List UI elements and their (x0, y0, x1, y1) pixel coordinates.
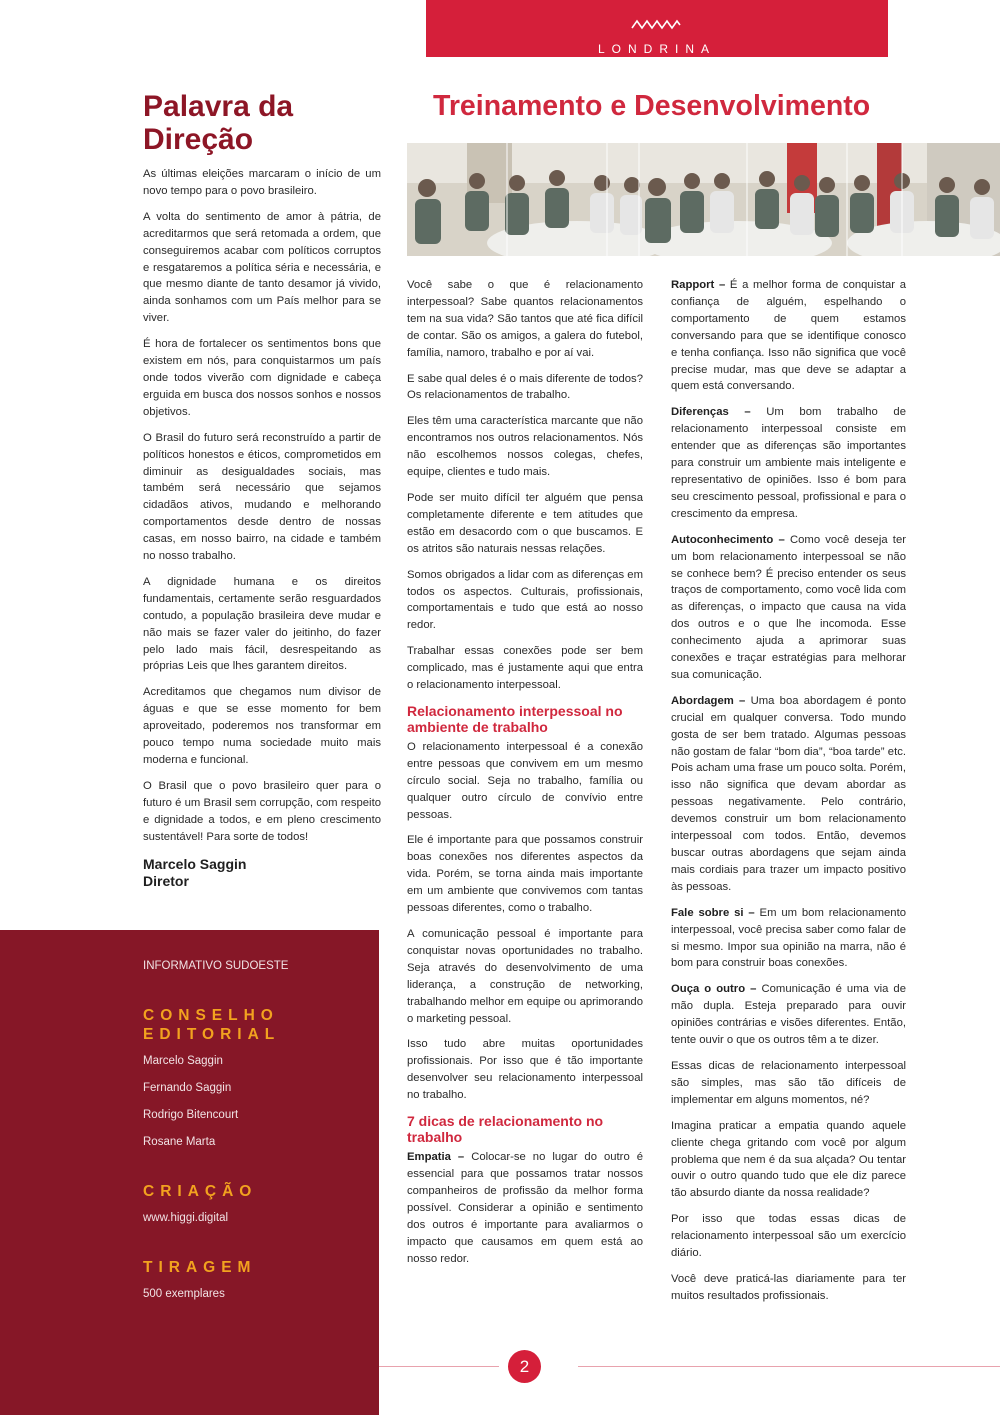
criacao-heading: CRIAÇÃO (143, 1183, 258, 1200)
article-column-1 (407, 277, 643, 1276)
article-paragraph: Ele é importante para que possamos construir boas conexões nos diferentes aspectos da vida. Porém, se torna ainda mais importante em um ambiente que convivemos com tantas pessoas diferentes, como o trabalho. (407, 834, 643, 915)
subheading-relacionamento: Relacionamento interpessoal no ambiente de trabalho (407, 702, 623, 735)
palavra-section (143, 90, 381, 890)
waves-icon (631, 18, 681, 32)
tip-paragraph (671, 905, 906, 973)
tiragem-heading: TIRAGEM (143, 1259, 257, 1276)
article-paragraph: Você sabe o que é relacionamento interpessoal? Sabe quantos relacionamentos tem na sua vida? São tantos que até fica difícil de contar. São os amigos, a galera do futebol, família, namoro, trabalho e por aí vai. (407, 279, 643, 359)
palavra-paragraph: As últimas eleições marcaram o início de um novo tempo para o povo brasileiro. (143, 168, 381, 197)
article-paragraph: Isso tudo abre muitas oportunidades profissionais. Por isso que é tão importante desenvolver seu relacionamento interpessoal no trabalho. (407, 1038, 643, 1102)
palavra-title: Palavra da Direção (143, 90, 294, 156)
tiragem-value: 500 exemplares (143, 1288, 225, 1300)
palavra-paragraph: A dignidade humana e os direitos fundamentais, certamente serão resguardados contudo, a população brasileira deve mudar e não mais se fazer valer do jeitinho, do fazer pelo lado mais fácil, desrespeitando as próprias Leis que lhes garantem direitos. (143, 575, 381, 673)
article-paragraph: E sabe qual deles é o mais diferente de todos? Os relacionamentos de trabalho. (407, 372, 643, 402)
palavra-paragraph: É hora de fortalecer os sentimentos bons que existem em nós, para conquistarmos um país onde todos viverão com dignidade e cabeça erguida em busca dos nossos sonhos e nossos objetivos. (143, 338, 382, 418)
tip-lead: Ouça o outro – (671, 983, 757, 996)
tip-text: Um bom trabalho de relacionamento interpessoal consiste em entender que as diferenças são importantes para construir um ambiente mais inteligente e representativo de opiniões. Isso é bom para seu crescimento pessoal, profissional e para o crescimento da empresa. (671, 406, 906, 520)
conselho-member: Fernando Saggin (143, 1082, 232, 1094)
article-paragraph: Eles têm uma característica marcante que não encontramos nos outros relacionamentos. Nós não escolhemos nossos colegas, chefes, equipe, clientes e tudo mais. (407, 415, 643, 479)
header-band (426, 0, 888, 57)
tip-paragraph (671, 277, 906, 395)
editorial-sidebar (0, 930, 379, 1415)
tip-lead: Fale sobre si – (671, 906, 755, 919)
signature-role: Diretor (143, 872, 189, 889)
conselho-member: Rosane Marta (143, 1136, 216, 1148)
article-paragraph: Somos obrigados a lidar com as diferenças em todos os aspectos. Culturais, profissionais, comportamentais e tudo que está ao nosso redor. (407, 568, 643, 632)
tip-paragraph (407, 1149, 643, 1267)
tip-paragraph (671, 404, 906, 522)
article-column-2 (671, 277, 906, 1314)
article-paragraph: A comunicação pessoal é importante para conquistar novas oportunidades no trabalho. Seja através do desenvolvimento de uma liderança, a construção de networking, trabalhando melhor em equipe ou aprimorando o marketing pessoal. (407, 928, 643, 1025)
page-number: 2 (508, 1350, 541, 1383)
tip-text: Colocar-se no lugar do outro é essencial para que possamos tratar nossos companheiros de profissão da melhor forma possível. Considerar a opinião e sentimento dos outros é importante para avaliarmos o impacto que causamos em quem está ao nosso redor. (407, 1151, 643, 1265)
brand-name: LONDRINA (597, 42, 716, 56)
footer-rule-right (578, 1366, 1000, 1367)
tip-lead: Rapport – (671, 279, 726, 291)
article-paragraph: Trabalhar essas conexões pode ser bem complicado, mas é justamente aqui que entra o relacionamento interpessoal. (407, 645, 643, 692)
tip-text: Como você deseja ter um bom relacionamento interpessoal se não se conhece bem? É preciso entender os seus traços de comportamento, como você lida com as diferenças, o impacto que causa na vida dos outros e o que lhe incomoda. Esse conhecimento ajuda a aprimorar suas conexões e traçar estratégias para melhorar sua comunicação. (671, 533, 906, 681)
article-paragraph: Essas dicas de relacionamento interpessoal são simples, mas são tão difíceis de implementar em alguns momentos, né? (671, 1059, 906, 1106)
subheading-dicas: 7 dicas de relacionamento no trabalho (407, 1113, 604, 1146)
criacao-link[interactable]: www.higgi.digital (143, 1212, 229, 1224)
palavra-paragraph: Acreditamos que chegamos num divisor de águas e que se esse momento for bem aproveitado, poderemos nos transformar em pouco tempo numa sociedade muito mais moderna e funcional. (143, 686, 381, 766)
palavra-paragraph: O Brasil do futuro será reconstruído a partir de políticos honestos e éticos, comprometidos em diminuir as desigualdades sociais, mas também será necessário que sejamos cidadãos ativos, mudando e melhorando comportamentos desde dentro de nossas casas, em nosso bairro, na cidade e também no nosso trabalho. (143, 431, 381, 563)
tip-lead: Diferenças – (671, 406, 751, 419)
palavra-paragraph: A volta do sentimento de amor à pátria, de acreditarmos que será retomada a ordem, que conseguiremos acabar com políticos corruptos e resgataremos a política séria e necessária, e que mesmo diante de tanto desamor já vivido, ainda sonhamos com um País melhor para se viver. (143, 210, 381, 325)
conselho-member: Marcelo Saggin (143, 1055, 223, 1067)
tip-paragraph (671, 981, 906, 1049)
article-paragraph: Imagina praticar a empatia quando aquele cliente chega gritando com você por algum problema que nem é da sua alçada? Ou tentar ouvir o outro quando tudo que ele diz parece tão absurdo diante da nossa realidade? (671, 1119, 906, 1200)
tip-text: Comunicação é uma via de mão dupla. Esteja preparado para ouvir opiniões contrárias e visões diferentes. Então, tente ouvir o que os outros têm a te dizer. (671, 983, 906, 1047)
conselho-member: Rodrigo Bitencourt (143, 1109, 239, 1121)
tip-lead: Autoconhecimento – (671, 533, 785, 546)
article-paragraph: Você deve praticá-las diariamente para ter muitos resultados profissionais. (671, 1272, 906, 1302)
team-photo-strip (407, 143, 1000, 256)
palavra-paragraph: O Brasil que o povo brasileiro quer para o futuro é um Brasil sem corrupção, com respeito e dignidade a todos, e em pleno crescimento sustentável! Para sorte de todos! (143, 779, 381, 843)
article-title: Treinamento e Desenvolvimento (433, 90, 871, 122)
tip-paragraph (671, 693, 906, 896)
tip-lead: Empatia – (407, 1151, 465, 1164)
article-paragraph: Por isso que todas essas dicas de relacionamento interpessoal são um exercício diário. (671, 1213, 906, 1260)
team-photo (407, 143, 1000, 256)
tip-text: É a melhor forma de conquistar a confiança de alguém, espelhando o comportamento de quem estamos conversando para que se identifique conosco e tenha confiança. Isso não significa que você precise mudar, mas que deve se adaptar a quem está conversando. (671, 279, 906, 393)
article-paragraph: O relacionamento interpessoal é a conexão entre pessoas que convivem em um mesmo círculo social. Seja no trabalho, família ou qualquer outro círculo de convívio entre pessoas. (407, 740, 643, 821)
tip-text: Uma boa abordagem é ponto crucial em qualquer conversa. Todo mundo gosta de ser bem tratado. Algumas pessoas não gostam de falar “bom dia”, “boa tarde” etc. Pois acham uma frase um pouco solta. Porém, isso não significa que devam abordar as pessoas negativamente. Pelo contrário, devemos construir um bom relacionamento interpessoal com todos. Então, devemos buscar outras abordagens que sejam ainda mais cordiais para trazer um impacto positivo às pessoas. (671, 694, 906, 893)
article-paragraph: Pode ser muito difícil ter alguém que pensa completamente diferente e tem atitudes que estão em desacordo com o que buscamos. E os atritos são naturais nessas relações. (407, 491, 643, 555)
signature-name: Marcelo Saggin (143, 855, 247, 872)
tip-lead: Abordagem – (671, 694, 746, 707)
footer-rule-left (379, 1366, 499, 1367)
tip-paragraph (671, 532, 906, 684)
conselho-heading: CONSELHO EDITORIAL (143, 1007, 281, 1043)
tip-text: Em um bom relacionamento interpessoal, você precisa saber como falar de si mesmo. Impor sua opinião na marra, não é bom para construir boas conexões. (671, 906, 906, 970)
sidebar-kicker: INFORMATIVO SUDOESTE (143, 960, 289, 972)
